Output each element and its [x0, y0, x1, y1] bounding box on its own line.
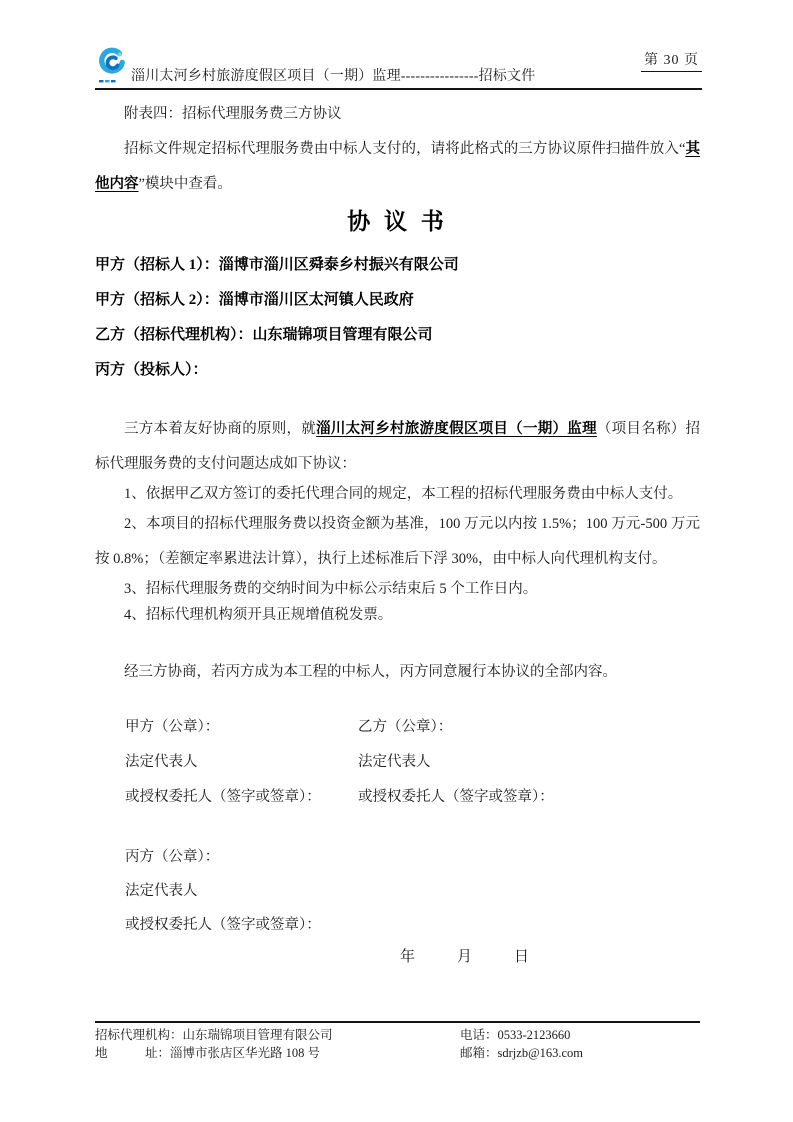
preamble-project-name: 淄川太河乡村旅游度假区项目（一期）监理 [316, 421, 597, 437]
party-b-seal-label: 乙方（公章）： [358, 719, 453, 735]
date-line: 年 月 日 [400, 949, 534, 965]
preamble [95, 412, 700, 482]
legal-rep-a-label: 法定代表人 [125, 754, 198, 770]
authorized-c-row [95, 908, 700, 942]
page-header [95, 46, 702, 90]
legal-rep-c-row [95, 874, 700, 908]
preamble-after: （项目名称）招标代理服务费的支付问题达成如下协议： [95, 421, 701, 472]
header-doc-title: 淄川太河乡村旅游度假区项目（一期）监理----------------招标文件 [131, 69, 536, 84]
email-value: sdrjzb@163.com [497, 1046, 583, 1060]
legal-rep-row [95, 745, 700, 780]
phone-label: 电话： [460, 1028, 498, 1042]
footer-line-2 [95, 1044, 700, 1062]
footer-phone [460, 1026, 570, 1044]
party-b-label: 乙方（招标代理机构）： [95, 327, 253, 343]
party-c-label: 丙方（投标人）： [95, 362, 208, 378]
party-a2-value: 淄博市淄川区太河镇人民政府 [218, 292, 414, 308]
address-value: 淄博市张店区华光路 108 号 [170, 1046, 321, 1060]
intro-note-underlined: 其他内容 [95, 141, 700, 192]
legal-rep-c-label: 法定代表人 [125, 883, 198, 899]
clause-1: 1、依据甲乙双方签订的委托代理合同的规定，本工程的招标代理服务费由中标人支付。 [124, 486, 683, 502]
address-label: 地 址： [95, 1046, 171, 1060]
signature-block-ab [95, 710, 700, 815]
party-c-seal-label: 丙方（公章）： [125, 849, 220, 865]
footer-line-1 [95, 1026, 700, 1044]
agency-value: 山东瑞锦项目管理有限公司 [182, 1028, 333, 1042]
party-b-value: 山东瑞锦项目管理有限公司 [252, 327, 433, 343]
page-footer [95, 1026, 700, 1062]
authorized-a-label: 或授权委托人（签字或签章）： [125, 789, 321, 805]
party-c-seal-row [95, 840, 700, 874]
preamble-before: 三方本着友好协商的原则，就 [124, 421, 317, 437]
intro-note-before: 招标文件规定招标代理服务费由中标人支付的，请将此格式的三方协议原件扫描件放入“ [124, 141, 686, 157]
party-b-line [95, 318, 700, 353]
email-label: 邮箱： [460, 1046, 498, 1060]
intro-note-after: ”模块中查看。 [138, 176, 232, 192]
authorized-c-label: 或授权委托人（签字或签章）： [125, 917, 321, 933]
party-a1-value: 淄博市淄川区舜泰乡村振兴有限公司 [218, 257, 459, 273]
attachment-title: 附表四：招标代理服务费三方协议 [124, 106, 342, 122]
company-logo-icon [96, 46, 126, 86]
clause-4: 4、招标代理机构须开具正规增值税发票。 [124, 607, 393, 623]
intro-note [95, 132, 700, 202]
party-a-seal-label: 甲方（公章）： [125, 719, 220, 735]
seal-row [95, 710, 700, 745]
footer-divider [95, 1021, 700, 1023]
closing-statement: 经三方协商，若丙方成为本工程的中标人，丙方同意履行本协议的全部内容。 [124, 664, 617, 680]
signature-block-c [95, 840, 700, 942]
agency-label: 招标代理机构： [95, 1028, 183, 1042]
party-a1-line [95, 248, 700, 283]
page-number: 第 30 页 [641, 49, 702, 72]
phone-value: 0533-2123660 [497, 1028, 571, 1042]
party-a2-line [95, 283, 700, 318]
party-c-line [95, 353, 700, 388]
party-a1-label: 甲方（招标人 1）： [95, 257, 219, 273]
agreement-title: 协 议 书 [347, 209, 448, 234]
legal-rep-b-label: 法定代表人 [358, 754, 431, 770]
footer-email [460, 1044, 583, 1062]
authorized-b-label: 或授权委托人（签字或签章）： [358, 789, 554, 805]
clause-3: 3、招标代理服务费的交纳时间为中标公示结束后 5 个工作日内。 [124, 581, 538, 597]
clause-2: 2、本项目的招标代理服务费以投资金额为基准，100 万元以内按 1.5%；100 万元-500 万元按 0.8%；（差额定率累进法计算），执行上述标准后下浮 30%，由中标人向代理机构支付。 [95, 516, 700, 567]
parties-list [95, 248, 700, 388]
party-a2-label: 甲方（招标人 2）： [95, 292, 219, 308]
authorized-row [95, 780, 700, 815]
